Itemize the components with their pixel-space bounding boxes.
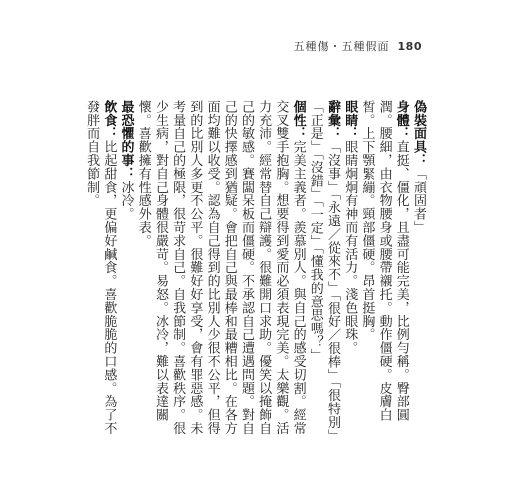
text-vocabulary: 「沒事」「永遠／從來不」「很好／很棒」「很特別」「正是」「沒錯」「一定」「懂我的意思嗎？」: [307, 100, 340, 436]
label-diet: 飲食：: [101, 100, 117, 141]
text-personality: 完美主義者。羨慕別人。與自己的感受切割。經常交叉雙手抱胸。想要得到愛而必須表現完美。太樂觀。活力充沛。經常替自己辯護。很難開口求助。優笑以掩飾自己的敏感。賽闆呆板而僵硬。不承認自己遭遇問題。對自己的快擇感到猶疑。會把自己與最棒和最糟相比。在各方面均難以收受。認為自己得到的比別人少很不公平，但得到的比別人多更不公平。很難好好享受，會有罪惡感。未考量自己的極限，很苛求自己。自我節制。喜歡秩序。很少生病，對自己身體很嚴苛。易怒。冰冷，難以表達關懷。喜歡擁有性感外表。: [135, 100, 306, 436]
header-title: 五種傷・五種假面: [293, 40, 390, 53]
text-body: 直挺、僵化，且盡可能完美，比例勻稱。臀部圓潤。腰細，由衣物腰身或腰帶襯托。動作僵硬。皮膚白皙。上下顎緊繃。頸部僵硬。昂首挺胸。: [359, 100, 409, 422]
label-eyes: 眼睛：: [342, 100, 358, 141]
label-body: 身體：: [393, 100, 409, 141]
label-fear: 最恐懼的事：: [118, 100, 134, 181]
paragraph-eyes: [341, 100, 358, 438]
running-header: [294, 38, 422, 54]
label-mask: 偽裝面具：: [411, 100, 426, 167]
text-fear: 冰冷。: [118, 180, 134, 221]
paragraph-vocabulary: [307, 100, 341, 438]
paragraph-diet: [83, 100, 117, 438]
paragraph-fear: [117, 100, 134, 438]
text-diet: 比起甜食，更偏好鹹食。喜歡脆脆的口感。為了不發胖而自我節制。: [84, 100, 117, 436]
label-personality: 個性：: [290, 100, 306, 141]
text-eyes: 眼睛炯炯有神而有活力。淺色眼珠。: [342, 140, 358, 355]
paragraph-personality: [135, 100, 307, 438]
paragraph-body: [358, 100, 410, 438]
text-mask: 「頑固者」: [411, 167, 426, 234]
paragraph-mask: [410, 100, 427, 438]
label-vocabulary: 辭彙：: [324, 100, 340, 141]
vertical-body-text: [83, 100, 427, 438]
page-number: 180: [397, 40, 422, 53]
